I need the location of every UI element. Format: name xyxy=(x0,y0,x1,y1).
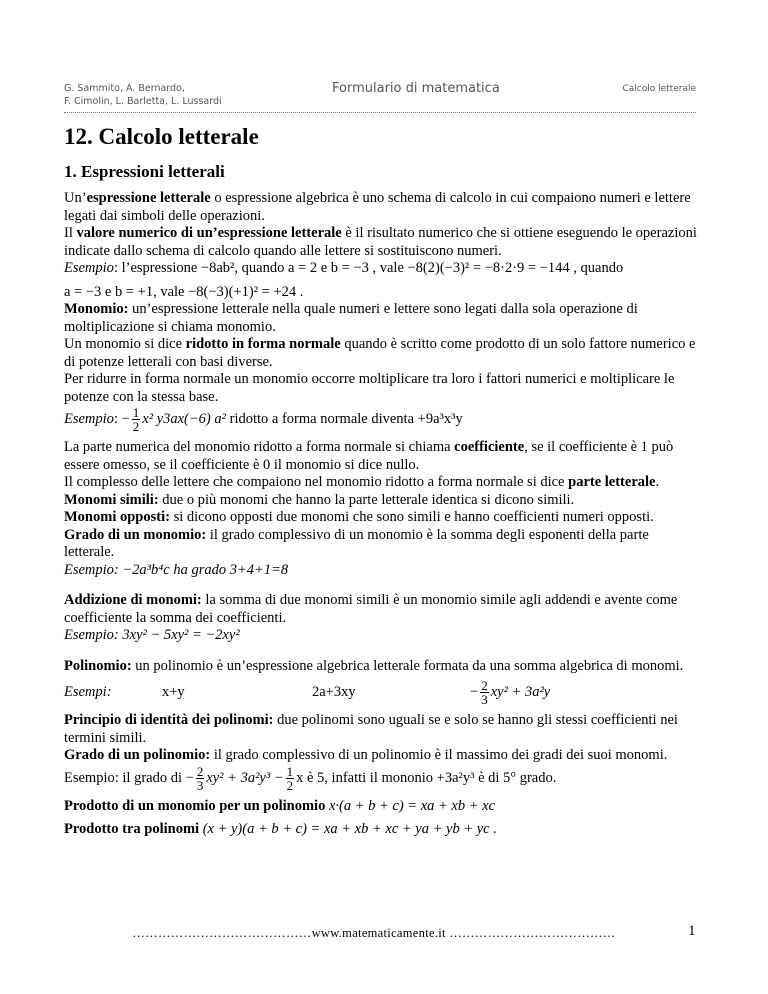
term-polinomio: Polinomio: xyxy=(64,657,132,674)
term-espressione-letterale: espressione letterale xyxy=(86,190,211,206)
text-span: si dicono opposti due monomi che sono simili e hanno coefficienti numeri opposti. xyxy=(169,509,654,525)
fraction-numerator: 1 xyxy=(286,763,294,779)
paragraph-monomi-simili xyxy=(64,492,698,510)
math-expression: x·(a + b + c) = xa + xb + xc xyxy=(325,797,496,814)
example-5 xyxy=(64,679,698,706)
example-2 xyxy=(64,406,698,433)
header-authors-line2: F. Cimolin, L. Barletta, L. Lussardi xyxy=(64,96,222,107)
term-addizione-monomi: Addizione di monomi: xyxy=(64,592,202,608)
term-prodotto-monomio-polinomio: Prodotto di un monomio per un polinomio xyxy=(64,797,326,814)
text-span: quando è scritto come prodotto di un solo fattore numerico e di potenze letterali con basi diverse. xyxy=(64,336,696,370)
fraction xyxy=(480,679,489,706)
term-monomi-opposti: Monomi opposti: xyxy=(64,509,170,525)
fraction-numerator: 2 xyxy=(481,678,488,693)
example-label: Esempio xyxy=(64,410,114,427)
header-authors xyxy=(64,82,222,108)
fraction-denominator: 2 xyxy=(286,777,294,793)
math-expression: xy² + 3a²y³ − xyxy=(206,769,284,786)
example-text: Esempio: 3xy² − 5xy² = −2xy² xyxy=(64,627,240,643)
fraction xyxy=(286,765,295,792)
text-span: x è 5, infatti il mononio +3a²y³ è di 5° grado. xyxy=(296,769,557,786)
text-span: : l’espressione −8ab² xyxy=(113,260,235,276)
text-span: è il risultato numerico che si ottiene eseguendo le operazioni indicate dallo schema di calcolo quando alle lettere si sostituiscono numeri. xyxy=(64,225,697,259)
term-coefficiente: coefficiente xyxy=(454,439,525,455)
example-1 xyxy=(64,260,698,278)
term-forma-normale: ridotto in forma normale xyxy=(185,336,341,352)
fraction-denominator: 2 xyxy=(132,419,140,434)
example-6 xyxy=(64,765,698,792)
text-span: Un monomio si dice xyxy=(64,336,186,352)
term-prodotto-polinomi: Prodotto tra polinomi xyxy=(64,821,200,837)
paragraph-valore-numerico xyxy=(64,225,698,260)
text-span: il grado complessivo di un polinomio è il massimo dei gradi dei suoi monomi. xyxy=(210,747,668,763)
fraction xyxy=(196,765,205,792)
example-1-continued: a = −3 e b = +1, vale −8(−3)(+1)² = +24 . xyxy=(64,283,304,300)
section-title: 1. Espressioni letterali xyxy=(64,162,225,181)
paragraph-espressione-letterale xyxy=(64,190,698,225)
paragraph-prodotto-polinomi xyxy=(64,821,698,839)
text-span: , se il coefficiente è 1 può essere omesso, se il coefficiente è 0 il monomio si dice nullo. xyxy=(64,439,674,473)
text-span: la somma di due monomi simili è un monomio simile agli addendi e avente come coefficiente la somma dei coefficienti. xyxy=(64,592,678,626)
term-monomi-simili: Monomi simili: xyxy=(64,491,159,508)
paragraph-principio-identita xyxy=(64,712,698,747)
text-span: La parte numerica del monomio ridotto a forma normale si chiama xyxy=(64,439,455,455)
term-parte-letterale: parte letterale xyxy=(568,474,656,490)
paragraph-polinomio xyxy=(64,658,698,676)
example-4 xyxy=(64,627,698,645)
text-span: Il xyxy=(64,225,77,241)
text-span: un’espressione letterale nella quale numeri e lettere sono legati dalla sola operazione di moltiplicazione si chiama monomio. xyxy=(64,301,638,335)
math-expression: (x + y)(a + b + c) = xa + xb + xc + ya + yb + yc . xyxy=(199,821,497,837)
paragraph-parte-letterale xyxy=(64,474,698,492)
paragraph-grado-polinomio xyxy=(64,747,698,765)
example-3 xyxy=(64,562,698,580)
math-expression: xy² + 3a²y xyxy=(490,683,551,700)
text-span: : − xyxy=(113,410,130,427)
text-span: ridotto a forma normale diventa +9a³x³y xyxy=(225,410,463,427)
paragraph-addizione-monomi xyxy=(64,592,698,627)
term-monomio: Monomio: xyxy=(64,301,129,317)
text-span: − xyxy=(470,683,479,700)
text-span: il grado complessivo di un monomio è la somma degli esponenti della parte letterale. xyxy=(64,526,649,560)
text-span: . xyxy=(655,474,660,490)
paragraph-riduzione: Per ridurre in forma normale un monomio occorre moltiplicare tra loro i fattori numerici e moltiplicare le potenze con la stessa base. xyxy=(64,371,675,405)
page-footer: ……………………………………www.matematicamente.it ………………………………… xyxy=(132,926,616,940)
example-polynomial-1: x+y xyxy=(162,683,185,700)
text-span: o espressione algebrica è uno schema di calcolo in cui compaiono numeri e lettere legati dai simboli delle operazioni. xyxy=(64,190,691,224)
fraction-denominator: 3 xyxy=(481,692,488,707)
text-span: Il complesso delle lettere che compaiono nel monomio ridotto a forma normale si dice xyxy=(64,474,569,490)
header-divider xyxy=(64,112,696,113)
chapter-title: 12. Calcolo letterale xyxy=(64,124,259,149)
text-span: , quando a = 2 e b = −3 , vale −8(2)(−3)² = −8·2·9 = −144 , quando xyxy=(234,260,624,276)
header-title: Formulario di matematica xyxy=(332,81,500,96)
header-authors-line1: G. Sammito, A. Bernardo, xyxy=(64,83,185,94)
example-polynomial-2: 2a+3xy xyxy=(312,683,356,700)
paragraph-monomi-opposti xyxy=(64,509,698,527)
math-expression: x² y3ax(−6) a² xyxy=(142,410,226,427)
fraction-denominator: 3 xyxy=(196,777,204,793)
document-body xyxy=(64,124,698,839)
fraction-numerator: 2 xyxy=(196,763,204,779)
paragraph-monomio xyxy=(64,301,698,336)
text-span: Un’ xyxy=(64,190,87,206)
text-span: un polinomio è un’espressione algebrica letterale formata da una somma algebrica di monomi. xyxy=(131,657,684,674)
page-number: 1 xyxy=(688,923,696,939)
example-text: Esempio: −2a³b⁴c ha grado 3+4+1=8 xyxy=(64,561,289,578)
example-label xyxy=(64,684,162,702)
fraction xyxy=(132,406,141,433)
term-principio-identita: Principio di identità dei polinomi: xyxy=(64,712,274,728)
example-polynomial-3 xyxy=(470,679,550,706)
paragraph-coefficiente xyxy=(64,439,698,474)
term-grado-polinomio: Grado di un polinomio: xyxy=(64,747,211,763)
header-section: Calcolo letterale xyxy=(622,84,696,94)
term-valore-numerico: valore numerico di un’espressione letterale xyxy=(76,225,342,241)
term-grado-monomio: Grado di un monomio: xyxy=(64,526,207,543)
paragraph-forma-normale xyxy=(64,336,698,371)
text-span: Esempio: il grado di − xyxy=(64,769,194,786)
example-label: Esempio xyxy=(64,260,114,276)
example-label-colon: : xyxy=(106,683,112,700)
text-span: due o più monomi che hanno la parte letterale identica si dicono simili. xyxy=(158,491,575,508)
example-label-text: Esempi xyxy=(64,683,107,700)
fraction-numerator: 1 xyxy=(132,405,140,420)
text-span: due polinomi sono uguali se e solo se hanno gli stessi coefficienti nei termini simili. xyxy=(64,712,678,746)
paragraph-prodotto-monomio-polinomio xyxy=(64,798,698,816)
paragraph-grado-monomio xyxy=(64,527,698,562)
